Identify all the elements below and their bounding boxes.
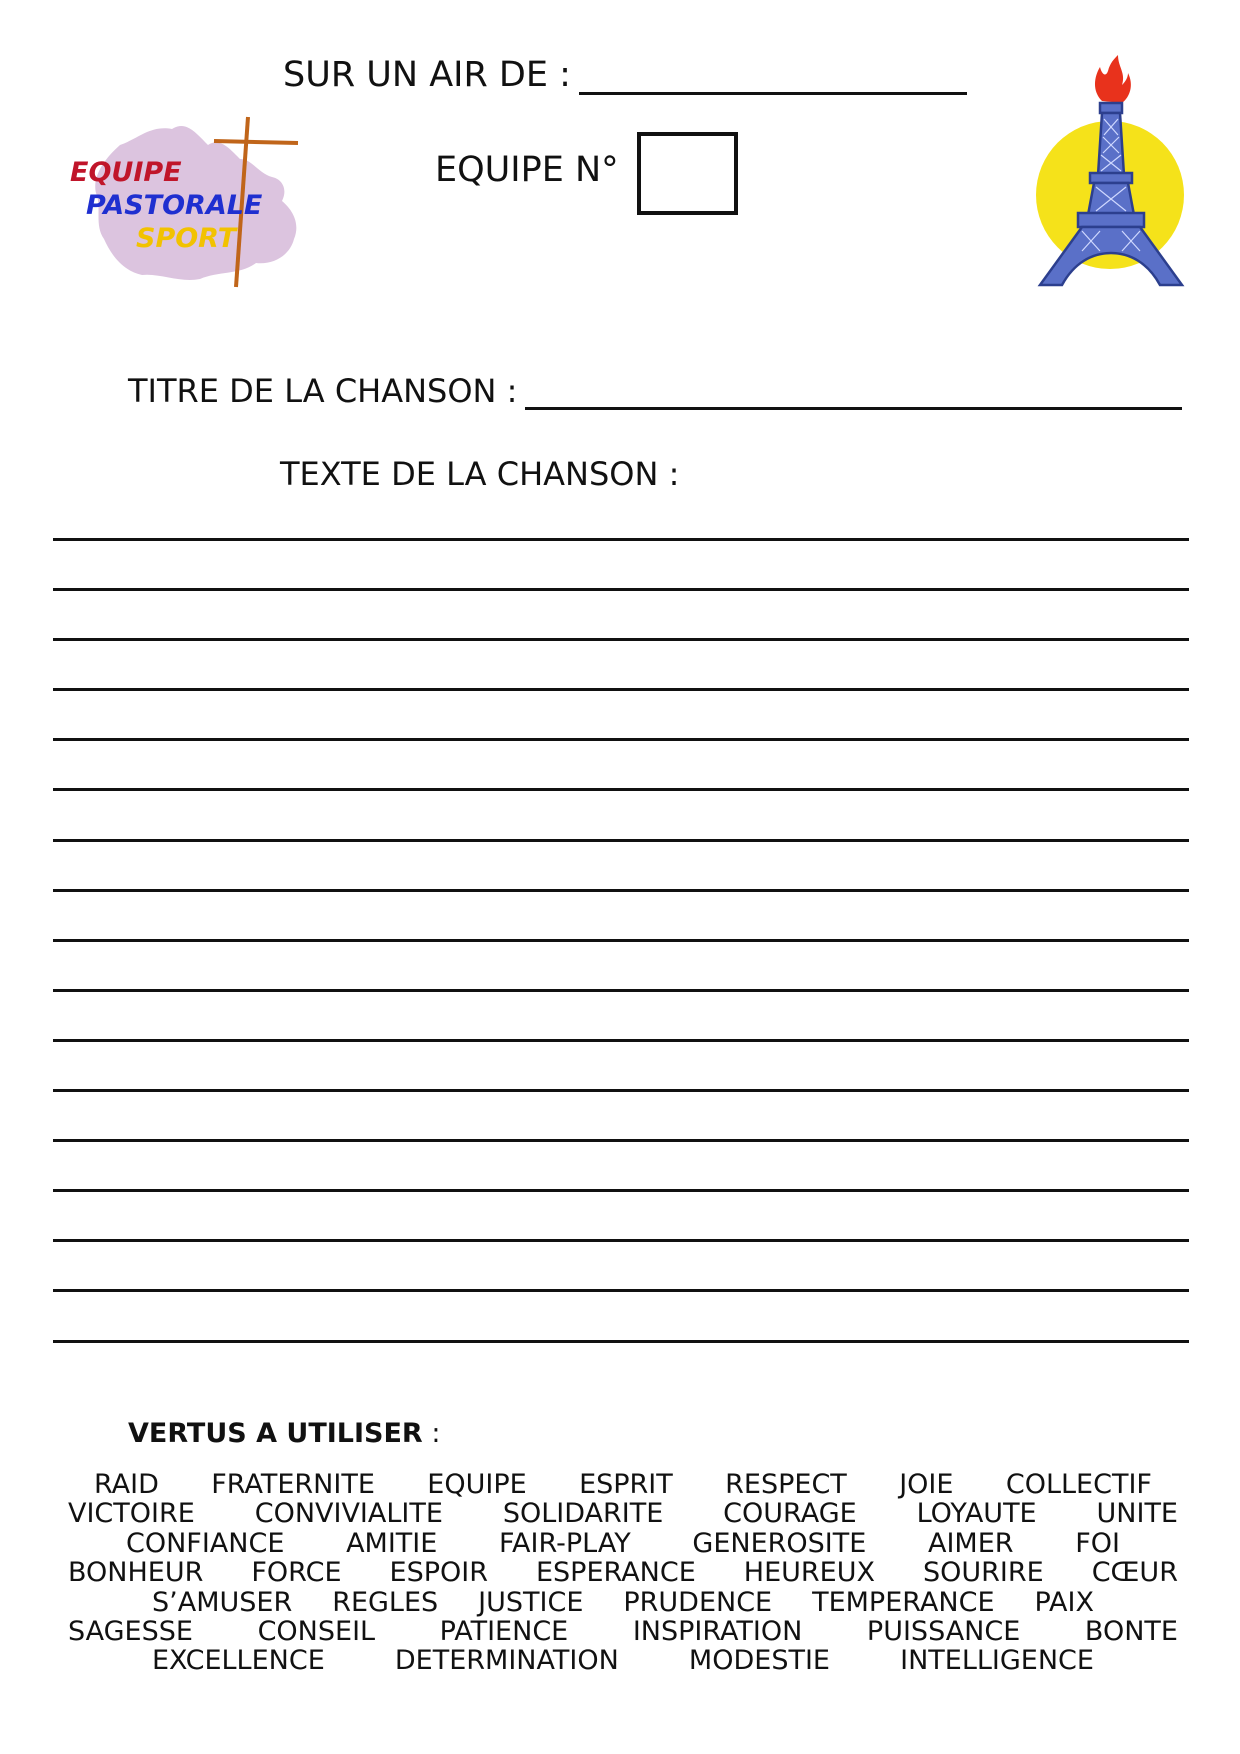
song-text-line[interactable] bbox=[53, 892, 1189, 942]
vertus-heading-label: VERTUS A UTILISER bbox=[128, 1418, 423, 1449]
vertus-row bbox=[68, 1558, 1178, 1587]
vertu-word: INSPIRATION bbox=[632, 1615, 803, 1647]
vertu-word: SOLIDARITE bbox=[502, 1498, 664, 1530]
song-text-line[interactable] bbox=[53, 1192, 1189, 1242]
vertus-row bbox=[68, 1499, 1178, 1528]
sur-un-air-field bbox=[283, 55, 967, 95]
logo-line-3: SPORT bbox=[136, 223, 237, 254]
song-text-line[interactable] bbox=[53, 641, 1189, 691]
song-text-line[interactable] bbox=[53, 541, 1189, 591]
vertus-row bbox=[68, 1617, 1178, 1646]
eiffel-tower-with-flame-icon bbox=[1030, 55, 1190, 290]
song-text-line[interactable] bbox=[53, 591, 1189, 641]
song-text-line[interactable] bbox=[53, 1042, 1189, 1092]
vertu-word: EXCELLENCE bbox=[152, 1645, 325, 1677]
vertu-word: BONTE bbox=[1084, 1615, 1178, 1647]
song-text-line[interactable] bbox=[53, 1292, 1189, 1342]
vertu-word: PATIENCE bbox=[439, 1615, 569, 1647]
vertu-word: CONSEIL bbox=[257, 1615, 376, 1647]
vertu-word: AMITIE bbox=[346, 1527, 438, 1559]
song-text-line[interactable] bbox=[53, 1092, 1189, 1142]
equipe-number-label: EQUIPE N° bbox=[435, 150, 619, 190]
vertu-word: CONFIANCE bbox=[126, 1527, 285, 1559]
vertus-word-list bbox=[68, 1470, 1178, 1676]
sur-un-air-label: SUR UN AIR DE : bbox=[283, 55, 571, 95]
vertu-word: ESPRIT bbox=[579, 1469, 673, 1500]
vertu-word: ESPOIR bbox=[389, 1557, 488, 1589]
vertu-word: RAID bbox=[94, 1469, 159, 1500]
vertu-word: REGLES bbox=[332, 1586, 439, 1618]
logo-line-2: PASTORALE bbox=[86, 190, 263, 221]
vertu-word: PAIX bbox=[1034, 1586, 1094, 1618]
vertu-word: PRUDENCE bbox=[623, 1586, 773, 1618]
vertu-word: SOURIRE bbox=[922, 1557, 1044, 1589]
song-text-line[interactable] bbox=[53, 1142, 1189, 1192]
vertu-word: LOYAUTE bbox=[916, 1498, 1037, 1530]
song-title-blank[interactable] bbox=[525, 375, 1182, 410]
vertus-heading-colon: : bbox=[422, 1418, 441, 1449]
vertu-word: COURAGE bbox=[723, 1498, 857, 1530]
vertu-word: GENEROSITE bbox=[692, 1527, 867, 1559]
flame bbox=[1095, 55, 1131, 103]
vertu-word: UNITE bbox=[1096, 1498, 1178, 1530]
song-title-field bbox=[128, 372, 1182, 410]
tower-second-platform bbox=[1090, 173, 1132, 183]
vertu-word: S’AMUSER bbox=[152, 1586, 293, 1618]
logo-line-1: EQUIPE bbox=[70, 157, 182, 188]
tower-first-platform bbox=[1078, 213, 1144, 227]
vertu-word: MODESTIE bbox=[688, 1645, 830, 1677]
song-text-writing-area[interactable] bbox=[53, 538, 1189, 1343]
vertu-word: TEMPERANCE bbox=[812, 1586, 995, 1618]
vertu-word: CŒUR bbox=[1091, 1557, 1178, 1589]
vertu-word: HEUREUX bbox=[743, 1557, 875, 1589]
vertu-word: EQUIPE bbox=[427, 1469, 527, 1500]
tower-upper-shaft bbox=[1098, 113, 1124, 175]
vertu-word: ESPERANCE bbox=[535, 1557, 696, 1589]
sur-un-air-blank[interactable] bbox=[579, 58, 967, 95]
vertus-row bbox=[68, 1588, 1178, 1617]
vertu-word: RESPECT bbox=[725, 1469, 847, 1500]
song-title-label: TITRE DE LA CHANSON : bbox=[128, 372, 518, 410]
vertu-word: FORCE bbox=[251, 1557, 342, 1589]
song-text-line[interactable] bbox=[53, 791, 1189, 841]
vertus-heading bbox=[128, 1418, 440, 1449]
vertus-row bbox=[68, 1646, 1178, 1675]
song-text-line[interactable] bbox=[53, 842, 1189, 892]
vertu-word: FRATERNITE bbox=[211, 1469, 375, 1500]
vertu-word: COLLECTIF bbox=[1005, 1469, 1152, 1500]
vertu-word: VICTOIRE bbox=[68, 1498, 195, 1530]
equipe-number-box[interactable] bbox=[637, 132, 738, 215]
song-text-line[interactable] bbox=[53, 691, 1189, 741]
vertu-word: AIMER bbox=[928, 1527, 1014, 1559]
vertu-word: JOIE bbox=[899, 1469, 954, 1500]
vertus-row bbox=[68, 1529, 1178, 1558]
vertu-word: BONHEUR bbox=[68, 1557, 204, 1589]
song-text-line[interactable] bbox=[53, 942, 1189, 992]
vertu-word: DETERMINATION bbox=[394, 1645, 619, 1677]
equipe-pastorale-sport-logo bbox=[68, 115, 328, 290]
tower-top-platform bbox=[1100, 103, 1122, 113]
vertu-word: SAGESSE bbox=[68, 1615, 193, 1647]
vertu-word: FOI bbox=[1075, 1527, 1120, 1559]
vertus-row bbox=[68, 1470, 1178, 1499]
vertu-word: INTELLIGENCE bbox=[900, 1645, 1094, 1677]
vertu-word: FAIR-PLAY bbox=[499, 1527, 631, 1559]
vertu-word: JUSTICE bbox=[478, 1586, 584, 1618]
song-text-line[interactable] bbox=[53, 741, 1189, 791]
vertu-word: CONVIVIALITE bbox=[254, 1498, 443, 1530]
song-text-line[interactable] bbox=[53, 992, 1189, 1042]
vertu-word: PUISSANCE bbox=[866, 1615, 1021, 1647]
song-text-label: TEXTE DE LA CHANSON : bbox=[280, 455, 680, 493]
song-text-line[interactable] bbox=[53, 1242, 1189, 1292]
cross-horizontal bbox=[214, 141, 298, 143]
